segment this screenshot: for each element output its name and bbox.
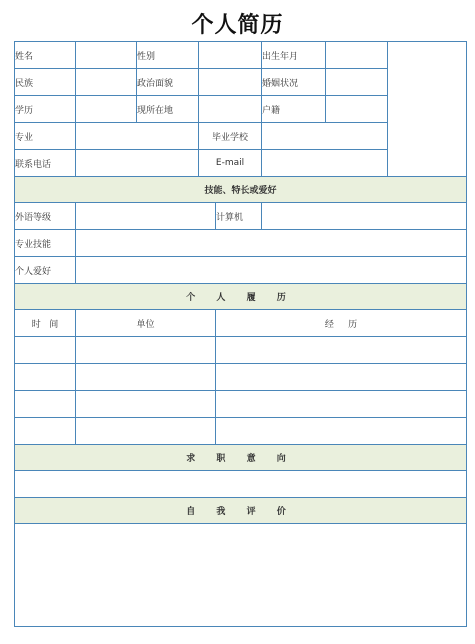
resume-table [14, 41, 467, 627]
history-col-unit: 单位 [76, 310, 216, 337]
email-label: E-mail [199, 150, 262, 177]
history-row-time[interactable] [15, 364, 76, 391]
professional-skill-field[interactable] [76, 230, 467, 257]
gender-field[interactable] [199, 42, 262, 69]
history-row-experience[interactable] [216, 337, 467, 364]
language-label: 外语等级 [15, 203, 76, 230]
major-label: 专业 [15, 123, 76, 150]
history-section-title: 个 人 履 历 [15, 284, 467, 310]
school-label: 毕业学校 [199, 123, 262, 150]
history-row-unit[interactable] [76, 418, 216, 445]
ethnicity-field[interactable] [76, 69, 137, 96]
skills-section-title: 技能、特长或爱好 [15, 177, 467, 203]
language-field[interactable] [76, 203, 216, 230]
birth-label: 出生年月 [262, 42, 326, 69]
history-row-unit[interactable] [76, 337, 216, 364]
history-row-experience[interactable] [216, 418, 467, 445]
residence-field[interactable] [199, 96, 262, 123]
computer-field[interactable] [262, 203, 467, 230]
self-eval-section-title: 自 我 评 价 [15, 498, 467, 524]
intention-section-title: 求 职 意 向 [15, 445, 467, 471]
computer-label: 计算机 [216, 203, 262, 230]
hukou-label: 户籍 [262, 96, 326, 123]
marital-field[interactable] [326, 69, 388, 96]
hobby-field[interactable] [76, 257, 467, 284]
email-field[interactable] [262, 150, 388, 177]
history-row-experience[interactable] [216, 364, 467, 391]
major-field[interactable] [76, 123, 199, 150]
history-row-time[interactable] [15, 391, 76, 418]
education-field[interactable] [76, 96, 137, 123]
history-col-time: 时 间 [15, 310, 76, 337]
school-field[interactable] [262, 123, 388, 150]
history-row-time[interactable] [15, 337, 76, 364]
history-col-experience: 经 历 [216, 310, 467, 337]
residence-label: 现所在地 [137, 96, 199, 123]
history-row-time[interactable] [15, 418, 76, 445]
political-label: 政治面貌 [137, 69, 199, 96]
ethnicity-label: 民族 [15, 69, 76, 96]
intention-field[interactable] [15, 471, 467, 498]
page-title: 个人简历 [191, 12, 284, 38]
birth-field[interactable] [326, 42, 388, 69]
self-eval-field[interactable] [15, 524, 467, 627]
gender-label: 性别 [137, 42, 199, 69]
marital-label: 婚姻状况 [262, 69, 326, 96]
phone-field[interactable] [76, 150, 199, 177]
hukou-field[interactable] [326, 96, 388, 123]
phone-label: 联系电话 [15, 150, 76, 177]
history-row-unit[interactable] [76, 364, 216, 391]
name-field[interactable] [76, 42, 137, 69]
hobby-label: 个人爱好 [15, 257, 76, 284]
political-field[interactable] [199, 69, 262, 96]
name-label: 姓名 [15, 42, 76, 69]
photo-box[interactable] [388, 42, 467, 177]
history-row-experience[interactable] [216, 391, 467, 418]
professional-skill-label: 专业技能 [15, 230, 76, 257]
education-label: 学历 [15, 96, 76, 123]
history-row-unit[interactable] [76, 391, 216, 418]
